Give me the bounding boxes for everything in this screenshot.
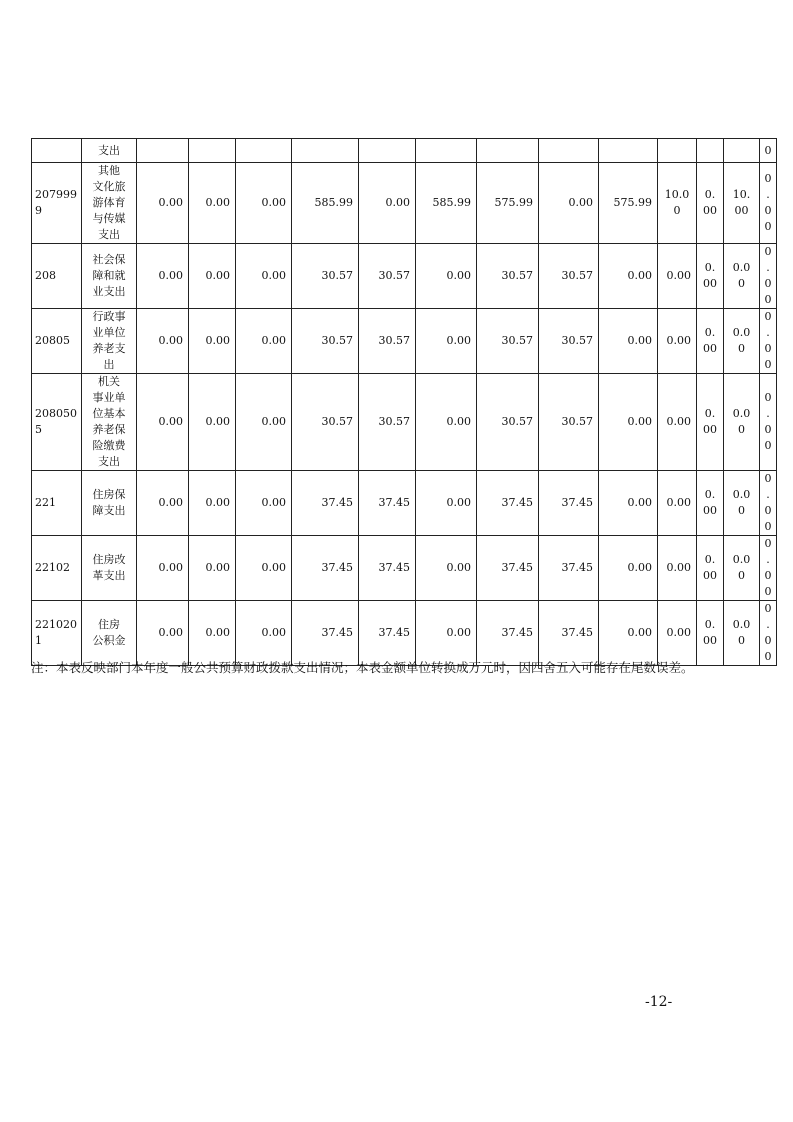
- value-cell: 0.00: [359, 163, 416, 244]
- value-cell: [760, 471, 777, 536]
- cell-line: 养老保: [92, 423, 126, 436]
- value-cell: 0.00: [137, 244, 189, 309]
- value-cell: 37.45: [477, 471, 539, 536]
- cell-line: 0.0: [732, 553, 751, 566]
- row-name: [82, 601, 137, 666]
- cell-line: 其他: [98, 164, 120, 177]
- value-cell: [760, 536, 777, 601]
- value-cell: 37.45: [539, 471, 599, 536]
- value-cell: [724, 536, 760, 601]
- cell-line: 0: [738, 569, 745, 582]
- value-cell: 0.00: [236, 601, 292, 666]
- value-cell: 0.00: [189, 471, 236, 536]
- value-cell: 0.00: [416, 374, 477, 471]
- cell-line: .: [766, 488, 770, 501]
- value-cell: 0.00: [416, 309, 477, 374]
- value-cell: 0.00: [236, 163, 292, 244]
- cell-line: 0: [764, 358, 772, 371]
- cell-line: 0: [764, 569, 772, 582]
- cell-line: 0: [738, 634, 745, 647]
- cell-line: 险缴费: [92, 439, 126, 452]
- cell-line: 事业单: [92, 391, 126, 404]
- row-code: 2079999: [32, 163, 82, 244]
- table-row: [32, 163, 777, 244]
- row-code: 22102: [32, 536, 82, 601]
- cell-line: 10.: [732, 188, 751, 201]
- value-cell: 30.57: [359, 309, 416, 374]
- cell-line: 0: [764, 220, 772, 233]
- cell-line: 0.: [704, 618, 716, 631]
- cell-line: 00: [703, 634, 717, 647]
- cell-line: 社会保: [92, 253, 126, 266]
- value-cell: 30.57: [359, 244, 416, 309]
- value-cell: [724, 309, 760, 374]
- cell-line: 0: [738, 423, 745, 436]
- table-row: [32, 374, 777, 471]
- cell-line: 0: [673, 204, 681, 217]
- cell-line: 0.0: [732, 407, 751, 420]
- value-cell: 37.45: [292, 471, 359, 536]
- value-cell: [760, 601, 777, 666]
- value-cell: 30.57: [292, 374, 359, 471]
- value-cell: [697, 536, 724, 601]
- value-cell: 0.00: [236, 374, 292, 471]
- value-cell: 0.00: [599, 471, 658, 536]
- table-row: [32, 244, 777, 309]
- value-cell: 0.00: [189, 536, 236, 601]
- cell-line: 00: [703, 423, 717, 436]
- value-cell: 575.99: [477, 163, 539, 244]
- value-cell: [359, 139, 416, 163]
- cell-line: 00: [703, 277, 717, 290]
- cell-line: 0: [764, 277, 772, 290]
- value-cell: [658, 163, 697, 244]
- value-cell: 0.00: [599, 536, 658, 601]
- table-footnote: 注：本表反映部门本年度一般公共预算财政拨款支出情况；本表金额单位转换成万元时，因四舍五入可能存在尾数误差。: [31, 660, 694, 675]
- value-cell: [724, 601, 760, 666]
- value-cell: [697, 163, 724, 244]
- value-cell: 30.57: [539, 309, 599, 374]
- value-cell: 0.00: [539, 163, 599, 244]
- cell-line: 支出: [98, 143, 120, 157]
- value-cell: 0.00: [137, 374, 189, 471]
- cell-line: 0.0: [732, 261, 751, 274]
- value-cell: 575.99: [599, 163, 658, 244]
- value-cell: [760, 244, 777, 309]
- table-row: [32, 309, 777, 374]
- value-cell: 0.00: [137, 536, 189, 601]
- value-cell: [697, 309, 724, 374]
- row-name: [82, 309, 137, 374]
- row-code: [32, 139, 82, 163]
- cell-line: 住房: [98, 618, 120, 631]
- row-code: 2210201: [32, 601, 82, 666]
- cell-line: .: [766, 261, 770, 274]
- cell-line: 革支出: [92, 569, 126, 582]
- value-cell: 0.00: [236, 536, 292, 601]
- value-cell: 0.00: [236, 309, 292, 374]
- cell-line: 0.: [704, 407, 716, 420]
- value-cell: [760, 309, 777, 374]
- cell-line: 住房保: [92, 488, 126, 501]
- row-name: [82, 139, 137, 163]
- value-cell: 37.45: [539, 536, 599, 601]
- cell-line: .: [766, 188, 770, 201]
- cell-line: 0: [764, 520, 772, 533]
- value-cell: 0.00: [599, 374, 658, 471]
- cell-line: 支出: [98, 455, 120, 468]
- cell-line: 00: [703, 569, 717, 582]
- value-cell: 0.00: [137, 309, 189, 374]
- table-row: [32, 536, 777, 601]
- value-cell: 30.57: [539, 244, 599, 309]
- value-cell: [477, 139, 539, 163]
- value-cell: [658, 139, 697, 163]
- cell-line: 游体育: [92, 196, 126, 209]
- value-cell: [292, 139, 359, 163]
- cell-line: 障和就: [92, 269, 126, 282]
- value-cell: [137, 139, 189, 163]
- value-cell: 0.00: [189, 309, 236, 374]
- value-cell: 0.00: [236, 471, 292, 536]
- cell-line: 业单位: [92, 326, 126, 339]
- row-name: [82, 374, 137, 471]
- cell-line: 0.0: [732, 618, 751, 631]
- value-cell: 30.57: [292, 309, 359, 374]
- cell-line: 公积金: [92, 634, 126, 647]
- row-name: [82, 244, 137, 309]
- table-body: [32, 139, 777, 666]
- row-name: [82, 536, 137, 601]
- value-cell: 0.00: [416, 244, 477, 309]
- cell-line: .: [766, 618, 770, 631]
- value-cell: 0.00: [416, 536, 477, 601]
- cell-line: 0.: [704, 488, 716, 501]
- value-cell: [760, 374, 777, 471]
- cell-line: .: [766, 553, 770, 566]
- row-code: 221: [32, 471, 82, 536]
- value-cell: 0.00: [658, 601, 697, 666]
- value-cell: 585.99: [416, 163, 477, 244]
- value-cell: [599, 139, 658, 163]
- cell-line: 0: [764, 423, 772, 436]
- value-cell: 37.45: [477, 536, 539, 601]
- value-cell: 30.57: [359, 374, 416, 471]
- value-cell: 0.00: [658, 244, 697, 309]
- value-cell: 0.00: [189, 601, 236, 666]
- value-cell: [724, 163, 760, 244]
- cell-line: 0: [738, 504, 745, 517]
- table-row: [32, 601, 777, 666]
- cell-line: 0: [764, 143, 772, 157]
- cell-line: 0: [764, 293, 772, 306]
- cell-line: 0: [764, 391, 772, 404]
- row-name: [82, 471, 137, 536]
- value-cell: 0.00: [236, 244, 292, 309]
- cell-line: 住房改: [92, 553, 126, 566]
- cell-line: 0: [764, 310, 772, 323]
- cell-line: 00: [734, 204, 749, 217]
- cell-line: 0: [764, 537, 772, 550]
- cell-line: 00: [703, 204, 717, 217]
- cell-line: 与传媒: [92, 212, 126, 225]
- cell-line: 0: [764, 504, 772, 517]
- cell-line: 0: [738, 277, 745, 290]
- cell-line: 出: [103, 358, 115, 371]
- value-cell: 0.00: [189, 374, 236, 471]
- value-cell: [697, 471, 724, 536]
- value-cell: 37.45: [359, 471, 416, 536]
- value-cell: 0.00: [189, 163, 236, 244]
- value-cell: [760, 163, 777, 244]
- cell-line: 0: [764, 342, 772, 355]
- row-code: 208: [32, 244, 82, 309]
- cell-line: 业支出: [92, 285, 126, 298]
- budget-table: [31, 138, 777, 666]
- cell-line: 00: [703, 504, 717, 517]
- cell-line: 00: [703, 342, 717, 355]
- cell-line: 0: [764, 204, 772, 217]
- cell-line: 障支出: [92, 504, 126, 517]
- table-row: [32, 471, 777, 536]
- value-cell: 0.00: [599, 309, 658, 374]
- value-cell: 37.45: [539, 601, 599, 666]
- value-cell: 0.00: [658, 471, 697, 536]
- cell-line: 0: [764, 245, 772, 258]
- value-cell: 37.45: [292, 601, 359, 666]
- cell-line: 位基本: [92, 407, 126, 420]
- cell-line: 0.0: [732, 326, 751, 339]
- value-cell: [236, 139, 292, 163]
- cell-line: 0.: [704, 326, 716, 339]
- value-cell: [697, 374, 724, 471]
- cell-line: 支出: [98, 228, 120, 241]
- value-cell: 37.45: [292, 536, 359, 601]
- value-cell: 0.00: [137, 163, 189, 244]
- cell-line: 0: [764, 650, 772, 663]
- value-cell: [189, 139, 236, 163]
- value-cell: 0.00: [416, 471, 477, 536]
- cell-line: 0.0: [732, 488, 751, 501]
- value-cell: [697, 139, 724, 163]
- row-code: 20805: [32, 309, 82, 374]
- cell-line: 文化旅: [92, 180, 126, 193]
- value-cell: [697, 601, 724, 666]
- row-name: [82, 163, 137, 244]
- value-cell: [724, 244, 760, 309]
- value-cell: [539, 139, 599, 163]
- cell-line: 0: [764, 634, 772, 647]
- value-cell: 0.00: [658, 374, 697, 471]
- value-cell: 37.45: [359, 601, 416, 666]
- value-cell: 30.57: [539, 374, 599, 471]
- cell-line: 0.: [704, 188, 716, 201]
- cell-line: 机关: [98, 375, 120, 388]
- row-code: 2080505: [32, 374, 82, 471]
- cell-line: 0: [764, 472, 772, 485]
- value-cell: 0.00: [137, 601, 189, 666]
- value-cell: 30.57: [477, 244, 539, 309]
- cell-line: 10.0: [664, 188, 690, 201]
- value-cell: 0.00: [599, 244, 658, 309]
- value-cell: [760, 139, 777, 163]
- cell-line: 0: [738, 342, 745, 355]
- value-cell: 30.57: [477, 309, 539, 374]
- cell-line: 0.: [704, 261, 716, 274]
- cell-line: 行政事: [92, 310, 126, 323]
- value-cell: 0.00: [658, 536, 697, 601]
- value-cell: 0.00: [599, 601, 658, 666]
- cell-line: 0: [764, 585, 772, 598]
- value-cell: [724, 471, 760, 536]
- cell-line: 0: [764, 602, 772, 615]
- table-row: [32, 139, 777, 163]
- cell-line: 0: [764, 172, 772, 185]
- value-cell: 585.99: [292, 163, 359, 244]
- page-number: -12-: [645, 994, 673, 1010]
- cell-line: .: [766, 407, 770, 420]
- value-cell: 0.00: [658, 309, 697, 374]
- value-cell: 0.00: [189, 244, 236, 309]
- value-cell: 37.45: [359, 536, 416, 601]
- cell-line: .: [766, 326, 770, 339]
- cell-line: 0: [764, 439, 772, 452]
- cell-line: 养老支: [92, 342, 126, 355]
- value-cell: 0.00: [416, 601, 477, 666]
- value-cell: [724, 374, 760, 471]
- value-cell: 0.00: [137, 471, 189, 536]
- value-cell: 30.57: [477, 374, 539, 471]
- cell-line: 0.: [704, 553, 716, 566]
- value-cell: [697, 244, 724, 309]
- value-cell: 30.57: [292, 244, 359, 309]
- value-cell: 37.45: [477, 601, 539, 666]
- value-cell: [416, 139, 477, 163]
- value-cell: [724, 139, 760, 163]
